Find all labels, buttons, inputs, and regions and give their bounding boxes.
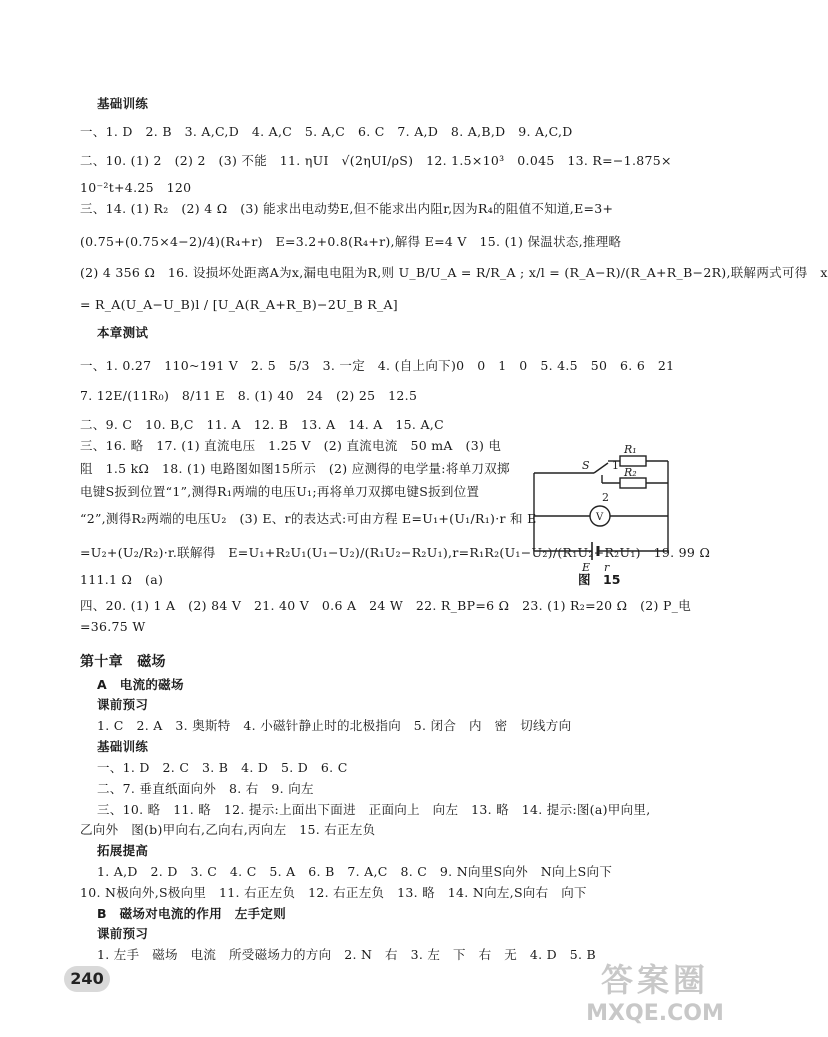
text-line: (0.75+(0.75×4−2)/4)(R₄+r) E=3.2+0.8(R₄+r),解得 E=4 V 15. (1) 保温状态,推理略 — [80, 234, 622, 249]
chapter-title: 第十章 磁场 — [80, 654, 166, 670]
text-line: 1. A,D 2. D 3. C 4. C 5. A 6. B 7. A,C 8. C 9. N向里S向外 N向上S向下 — [97, 864, 613, 879]
watermark-line-2: MXQE.COM — [586, 1001, 724, 1026]
text-line: = R_A(U_A−U_B)l / [U_A(R_A+R_B)−2U_B R_A] — [80, 297, 398, 312]
text-line: 1. C 2. A 3. 奥斯特 4. 小磁针静止时的北极指向 5. 闭合 内 密 切线方向 — [97, 718, 572, 733]
text-line: 三、14. (1) R₂ (2) 4 Ω (3) 能求出电动势E,但不能求出内阻r,因为R₄的阻值不知道,E=3+ — [80, 201, 614, 216]
label-internal-resistance: r — [604, 561, 610, 574]
label-switch: S — [582, 459, 590, 472]
text-line: 7. 12E/(11R₀) 8/11 E 8. (1) 40 24 (2) 25 12.5 — [80, 388, 418, 403]
circuit-diagram-figure — [528, 443, 680, 583]
heading-basic-training: 基础训练 — [97, 739, 149, 754]
label-emf: E — [582, 561, 591, 574]
text-line: 三、10. 略 11. 略 12. 提示:上面出下面进 正面向上 向左 13. 略 14. 提示:图(a)甲向里, — [97, 802, 651, 817]
text-line: 四、20. (1) 1 A (2) 84 V 21. 40 V 0.6 A 24 W 22. R_BP=6 Ω 23. (1) R₂=20 Ω (2) P_电 — [80, 598, 692, 613]
text-line: 乙向外 图(b)甲向右,乙向右,丙向左 15. 右正左负 — [80, 822, 376, 837]
watermark-line-1: 答案圈 — [600, 961, 709, 999]
text-line: 阻 1.5 kΩ 18. (1) 电路图如图15所示 (2) 应测得的电学量:将单刀双掷 — [80, 461, 510, 476]
section-title: A 电流的磁场 — [97, 677, 184, 692]
watermark-logo — [560, 960, 750, 1037]
text-line: 一、1. 0.27 110~191 V 2. 5 5/3 3. 一定 4. (自上向下)0 0 1 0 5. 4.5 50 6. 6 21 — [80, 358, 675, 373]
text-line: 电键S扳到位置“1”,测得R₁两端的电压U₁;再将单刀双掷电键S扳到位置 — [80, 484, 480, 499]
text-line: 二、7. 垂直纸面向外 8. 右 9. 向左 — [97, 781, 314, 796]
text-line: 一、1. D 2. C 3. B 4. D 5. D 6. C — [97, 760, 348, 775]
label-position-1: 1 — [612, 459, 619, 472]
text-line: =U₂+(U₂/R₂)·r.联解得 E=U₁+R₂U₁(U₁−U₂)/(R₁U₂−R₂U₁),r=R₁R₂(U₁−U₂)/(R₁U₂−R₂U₁) 19. 99 Ω — [80, 545, 711, 560]
label-position-2: 2 — [602, 491, 609, 504]
label-r2: R₂ — [624, 466, 637, 479]
text-line: 10. N极向外,S极向里 11. 右正左负 12. 右正左负 13. 略 14. N向左,S向右 向下 — [80, 885, 587, 900]
section-title: B 磁场对电流的作用 左手定则 — [97, 906, 287, 921]
resistor-r2 — [620, 478, 646, 488]
text-line: 1. 左手 磁场 电流 所受磁场力的方向 2. N 右 3. 左 下 右 无 4. D 5. B — [97, 947, 597, 962]
heading-preview: 课前预习 — [97, 926, 149, 941]
text-line: 二、9. C 10. B,C 11. A 12. B 13. A 14. A 15. A,C — [80, 417, 444, 432]
resistor-r1 — [620, 456, 646, 466]
text-line: “2”,测得R₂两端的电压U₂ (3) E、r的表达式:可由方程 E=U₁+(U₁/R₁)·r 和 E — [80, 511, 537, 526]
page-number: 240 — [64, 966, 110, 992]
text-line: (2) 4 356 Ω 16. 设损坏处距离A为x,漏电电阻为R,则 U_B/U_A = R/R_A ; x/l = (R_A−R)/(R_A+R_B−2R),联解两式可得 x — [80, 265, 828, 280]
heading-preview: 课前预习 — [97, 697, 149, 712]
text-line: 111.1 Ω (a) — [80, 572, 164, 587]
heading-chapter-test: 本章测试 — [97, 325, 149, 340]
text-line: 三、16. 略 17. (1) 直流电压 1.25 V (2) 直流电流 50 mA (3) 电 — [80, 438, 502, 453]
text-line: 二、10. (1) 2 (2) 2 (3) 不能 11. ηUI √(2ηUI/ρS) 12. 1.5×10³ 0.045 13. R=−1.875× — [80, 153, 672, 168]
heading-basic-training: 基础训练 — [97, 96, 149, 111]
text-line: =36.75 W — [80, 619, 146, 634]
text-line: 10⁻²t+4.25 120 — [80, 180, 192, 195]
label-voltmeter: V — [596, 512, 604, 523]
text-line: 一、1. D 2. B 3. A,C,D 4. A,C 5. A,C 6. C 7. A,D 8. A,B,D 9. A,C,D — [80, 124, 573, 139]
figure-caption: 图 15 — [578, 572, 621, 587]
heading-extension: 拓展提高 — [97, 843, 149, 858]
label-r1: R₁ — [624, 443, 637, 456]
